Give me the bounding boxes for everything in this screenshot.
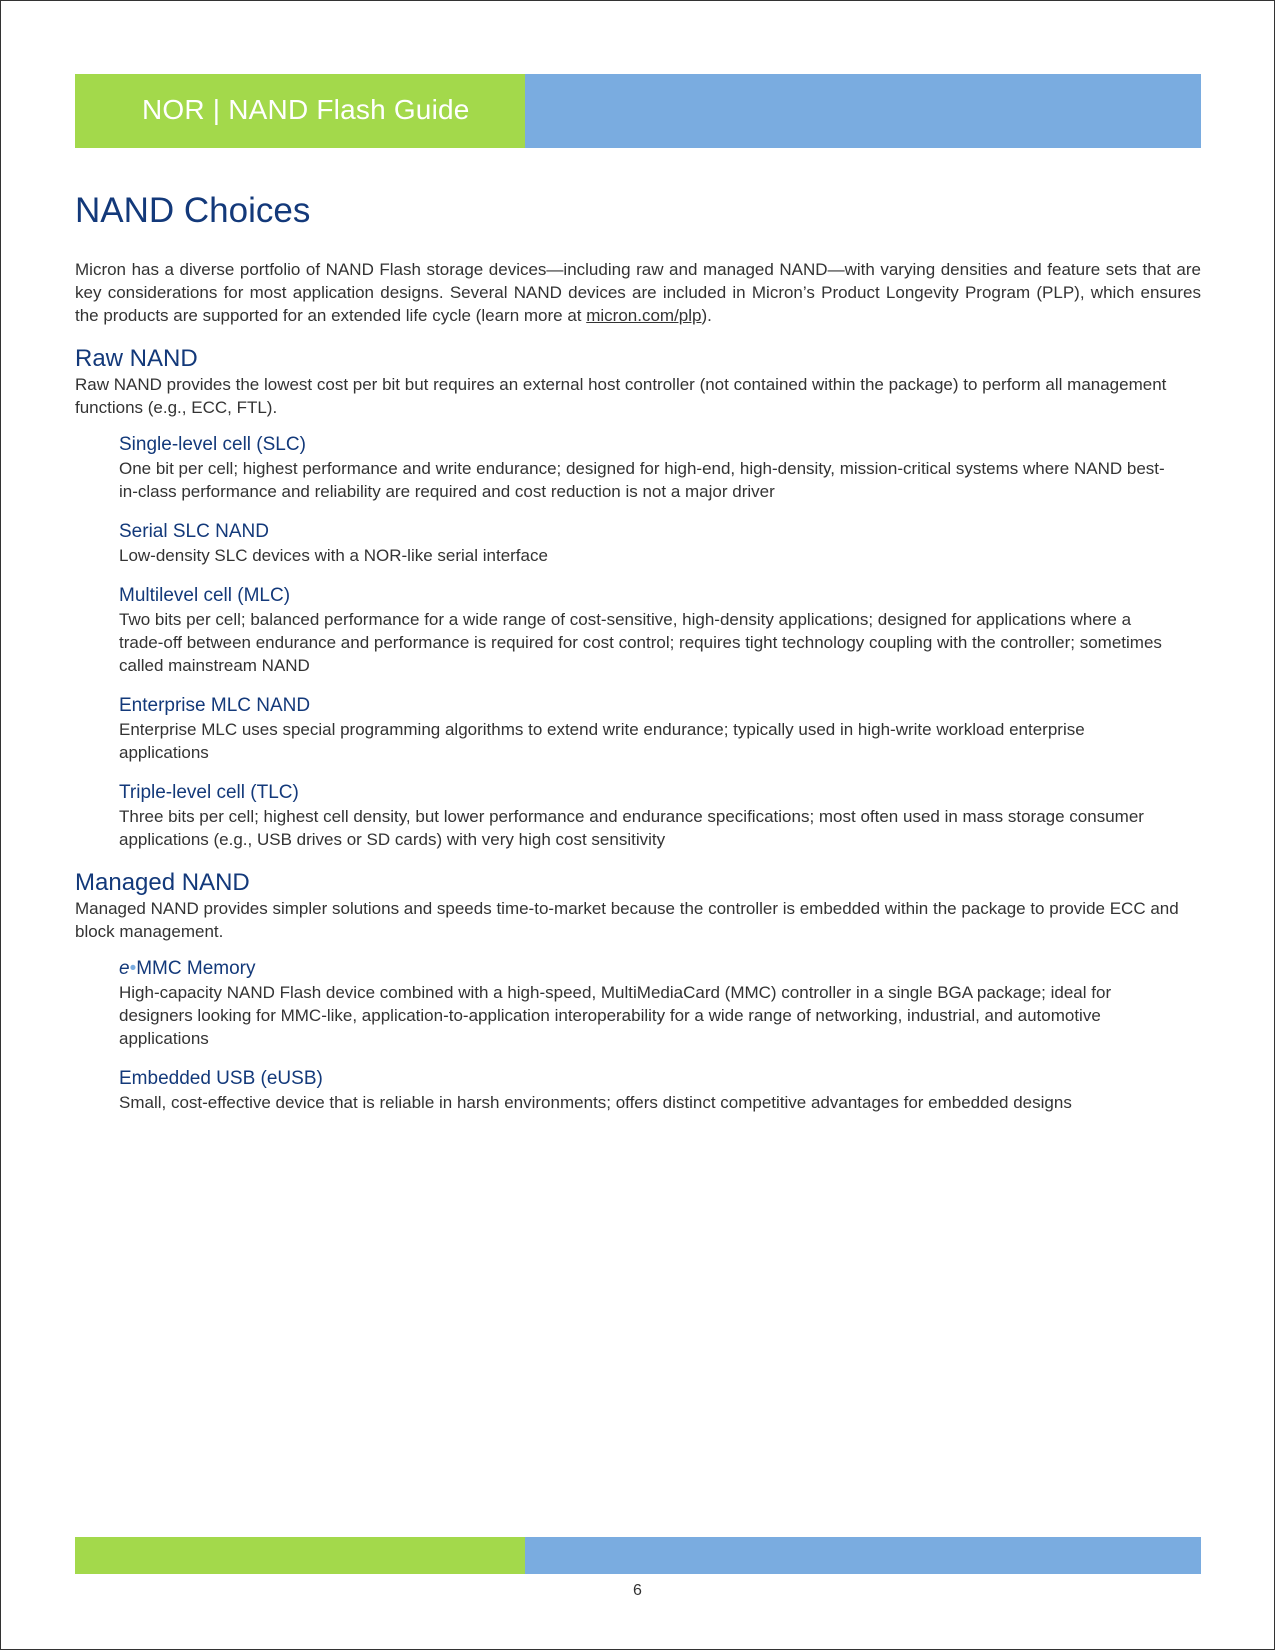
item-title: Embedded USB (eUSB)	[119, 1068, 323, 1089]
page-number: 6	[633, 1582, 642, 1599]
list-item-serial-slc	[119, 520, 1179, 567]
item-description: High-capacity NAND Flash device combined with a high-speed, MultiMediaCard (MMC) controller in a single BGA package; ideal for designers looking for MMC-like, application-to-application interoperability for a wide range of networking, industrial, and automotive applications	[119, 983, 1112, 1048]
item-title: Single-level cell (SLC)	[119, 434, 306, 455]
emmc-bullet: •	[129, 958, 137, 979]
managed-nand-heading: Managed NAND	[75, 869, 250, 896]
footer-bar	[75, 1537, 1201, 1574]
item-description: Small, cost-effective device that is reliable in harsh environments; offers distinct competitive advantages for embedded designs	[119, 1093, 1072, 1112]
plp-link[interactable]: micron.com/plp	[586, 306, 702, 325]
header-blue-block	[525, 74, 1201, 148]
header-green-block	[75, 74, 525, 148]
list-item-tlc	[119, 781, 1179, 851]
header-title: NOR | NAND Flash Guide	[142, 94, 470, 125]
raw-nand-heading: Raw NAND	[75, 345, 198, 372]
footer-green-block	[75, 1537, 525, 1574]
intro-paragraph	[75, 258, 1201, 327]
list-item-emmc	[119, 957, 1179, 1050]
item-description: Low-density SLC devices with a NOR-like serial interface	[119, 546, 548, 565]
emmc-title-prefix: e	[119, 958, 130, 979]
header-bar	[75, 74, 1201, 148]
list-item-slc	[119, 433, 1179, 503]
item-title: Multilevel cell (MLC)	[119, 585, 291, 606]
list-item-mlc	[119, 584, 1179, 677]
raw-nand-description: Raw NAND provides the lowest cost per bit but requires an external host controller (not contained within the package) to perform all management functions (e.g., ECC, FTL).	[75, 375, 1167, 417]
item-description: Enterprise MLC uses special programming algorithms to extend write endurance; typically used in high-write workload enterprise applications	[119, 720, 1085, 762]
item-title: Enterprise MLC NAND	[119, 695, 311, 716]
list-item-enterprise-mlc	[119, 694, 1179, 764]
main-content	[75, 190, 1201, 1114]
page-title: NAND Choices	[75, 191, 311, 230]
item-description: Three bits per cell; highest cell density, but lower performance and endurance specifications; most often used in mass storage consumer applications (e.g., USB drives or SD cards) with very high cost sensitivity	[119, 807, 1144, 849]
item-title: Triple-level cell (TLC)	[119, 782, 299, 803]
list-item-eusb	[119, 1067, 1179, 1114]
managed-nand-description: Managed NAND provides simpler solutions and speeds time-to-market because the controller is embedded within the package to provide ECC and block management.	[75, 899, 1179, 941]
item-title	[119, 957, 1179, 981]
intro-text-end: ).	[701, 306, 712, 325]
item-description: One bit per cell; highest performance and write endurance; designed for high-end, high-density, mission-critical systems where NAND best-in-class performance and reliability are required and cost reduction is not a major driver	[119, 459, 1165, 501]
item-title: Serial SLC NAND	[119, 521, 269, 542]
item-description: Two bits per cell; balanced performance for a wide range of cost-sensitive, high-density applications; designed for applications where a trade-off between endurance and performance is required for cost control; requires tight technology coupling with the controller; sometimes called mainstream NAND	[119, 610, 1162, 675]
emmc-title-rest: MMC Memory	[136, 958, 256, 979]
intro-text-start: Micron has a diverse portfolio of NAND Flash storage devices—including raw and managed NAND—with varying densities and feature sets that are key considerations for most application designs. Several NAND devices are included in Micron’s Product Longevity Program (PLP), which ensures the products are supported for an extended life cycle (learn more at	[75, 260, 1201, 325]
footer-blue-block	[525, 1537, 1201, 1574]
